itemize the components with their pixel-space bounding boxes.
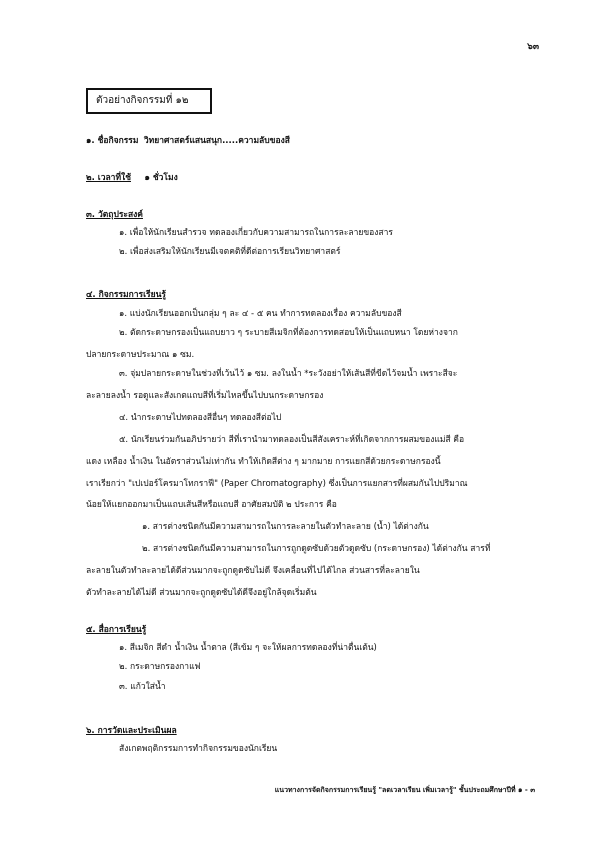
section-3-heading: ๓. วัตถุประสงค์	[86, 210, 143, 220]
activity-line: เราเรียกว่า "เปเปอร์โครมาโทกราฟี" (Paper Chromatography) ซึ่งเป็นการแยกสารที่ผสมกันไปปริมาณ	[86, 479, 468, 489]
section-2-text: ๑ ชั่วโมง	[144, 173, 178, 183]
activity-line: แดง เหลือง น้ำเงิน ในอัตราส่วนไม่เท่ากัน ทำให้เกิดสีต่าง ๆ มากมาย การแยกสีด้วยกระดาษกรองนี้	[86, 457, 441, 467]
section-4-heading: ๔. กิจกรรมการเรียนรู้	[86, 290, 166, 300]
activity-line: ๑. แบ่งนักเรียนออกเป็นกลุ่ม ๆ ละ ๔ - ๕ คน ทำการทดลองเรื่อง ความลับของสี	[119, 309, 402, 319]
activity-line: ปลายกระดาษประมาณ ๑ ซม.	[86, 350, 195, 360]
evaluation-text: สังเกตพฤติกรรมการทำกิจกรรมของนักเรียน	[119, 744, 278, 754]
activity-line: น้อยให้แยกออกมาเป็นแถบเส้นสีหรือแถบสี อาศัยสมบัติ ๒ ประการ คือ	[86, 500, 337, 510]
section-activity-name	[86, 136, 290, 146]
activity-line: ๒. ตัดกระดาษกรองเป็นแถบยาว ๆ ระบายสีเมจิกที่ต้องการทดสอบให้เป็นแถบหนา โดยห่างจาก	[119, 328, 458, 338]
section-time-used	[86, 173, 178, 183]
section-6-heading: ๖. การวัดและประเมินผล	[86, 726, 177, 736]
activity-line: ละลายลงน้ำ รอดูและสังเกตแถบสีที่เริ่มไหลขึ้นไปบนกระดาษกรอง	[86, 391, 324, 401]
page-footer: แนวทางการจัดกิจกรรมการเรียนรู้ "ลดเวลาเรียน เพิ่มเวลารู้" ชั้นประถมศึกษาปีที่ ๑ - ๓	[274, 786, 535, 794]
activity-line: ตัวทำละลายได้ไม่ดี ส่วนมากจะถูกดูดซับได้ดีจึงอยู่ใกล้จุดเริ่มต้น	[86, 588, 317, 598]
media-item: ๑. สีเมจิก สีดำ น้ำเงิน น้ำตาล (สีเข้ม ๆ จะให้ผลการทดลองที่น่าตื่นเต้น)	[119, 643, 377, 653]
activity-line: ๔. นำกระดาษไปทดลองสีอื่นๆ ทดลองสีต่อไป	[119, 413, 282, 423]
page-number: ๖๓	[527, 42, 539, 52]
example-title: ตัวอย่างกิจกรรมที่ ๑๒	[96, 95, 189, 106]
activity-line: ๒. สารต่างชนิดกันมีความสามารถในการถูกดูดซับด้วยตัวดูดซับ (กระดาษกรอง) ได้ต่างกัน สารที่	[142, 544, 491, 554]
objective-item: ๑. เพื่อให้นักเรียนสำรวจ ทดลองเกี่ยวกับความสามารถในการละลายของสาร	[119, 228, 393, 238]
section-2-label: ๒. เวลาที่ใช้	[86, 173, 131, 183]
activity-line: ๑. สารต่างชนิดกันมีความสามารถในการละลายในตัวทำละลาย (น้ำ) ได้ต่างกัน	[142, 522, 429, 532]
example-title-box	[86, 88, 212, 114]
activity-line: ละลายในตัวทำละลายได้ดีส่วนมากจะถูกดูดซับไม่ดี จึงเคลื่อนที่ไปได้ไกล ส่วนสารที่ละลายใน	[86, 566, 420, 576]
section-1-text: วิทยาศาสตร์แสนสนุก.....ความลับของสี	[143, 136, 290, 146]
media-item: ๒. กระดาษกรองกาแฟ	[119, 662, 201, 672]
section-1-label: ๑. ชื่อกิจกรรม	[86, 136, 139, 146]
activity-line: ๕. นักเรียนร่วมกันอภิปรายว่า สีที่เรานำมาทดลองเป็นสีสังเคราะห์ที่เกิดจากการผสมของแม่สี คือ	[119, 435, 465, 445]
section-5-heading: ๕. สื่อการเรียนรู้	[86, 625, 147, 635]
objective-item: ๒. เพื่อส่งเสริมให้นักเรียนมีเจตคติที่ดีต่อการเรียนวิทยาศาสตร์	[119, 247, 341, 257]
activity-line: ๓. จุ่มปลายกระดาษในช่วงที่เว้นไว้ ๑ ซม. ลงในน้ำ *ระวังอย่าให้เส้นสีที่ขีดไว้จมน้ำ เพราะสีจะ	[119, 369, 458, 379]
media-item: ๓. แก้วใส่น้ำ	[119, 682, 166, 692]
